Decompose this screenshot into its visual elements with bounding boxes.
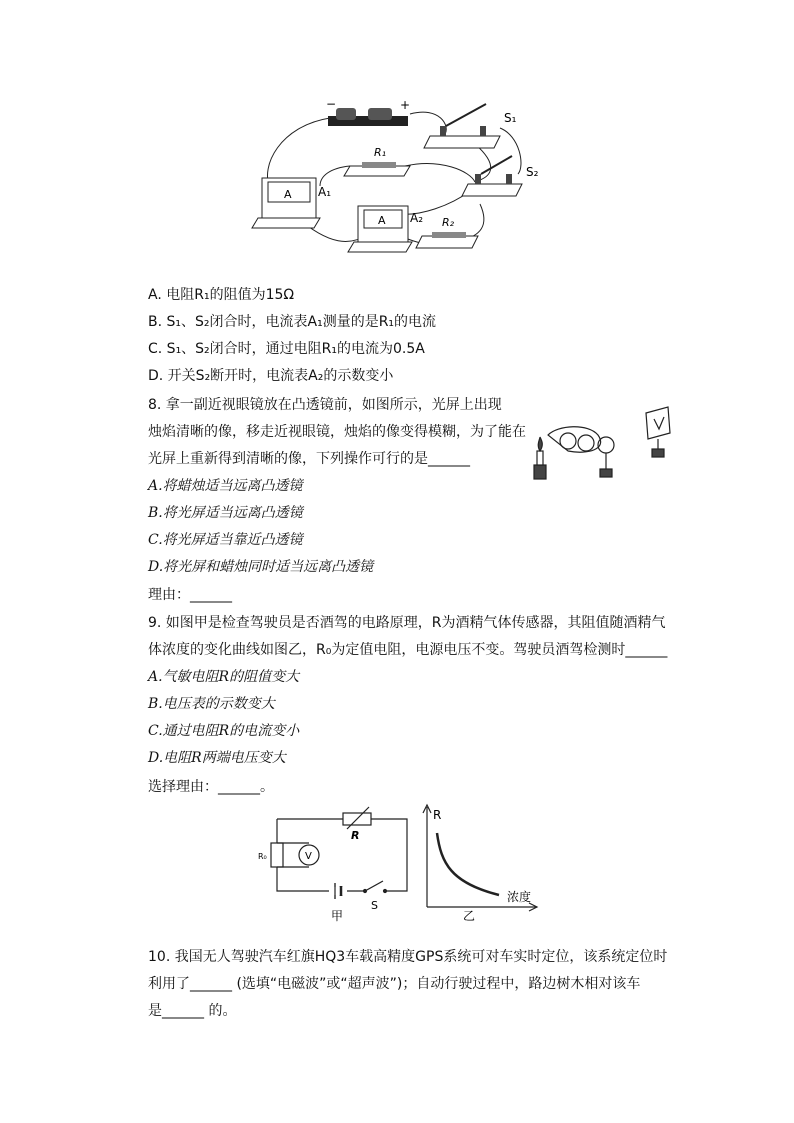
label-r0: R₀ xyxy=(258,852,267,861)
resistor-r0 xyxy=(271,843,283,867)
resistor-r1 xyxy=(344,146,410,176)
r-concentration-curve xyxy=(437,833,499,895)
circuit-figure xyxy=(250,96,550,256)
label-r2: R₂ xyxy=(442,216,455,229)
q8-option-b: B.将光屏适当远离凸透镜 xyxy=(148,505,303,521)
label-a2: A₂ xyxy=(410,211,424,225)
graph-y-label: R xyxy=(433,808,442,822)
q9-option-c: C.通过电阻R的电流变小 xyxy=(148,723,300,739)
label-s: S xyxy=(371,899,378,912)
q8-option-c: C.将光屏适当靠近凸透镜 xyxy=(148,532,303,548)
svg-text:A: A xyxy=(378,214,386,227)
label-r1: R₁ xyxy=(374,146,387,159)
q8-reason: 理由：______ xyxy=(148,587,232,603)
graph-x-label: 浓度 xyxy=(507,890,532,904)
ammeter-a1 xyxy=(252,178,331,228)
label-yi: 乙 xyxy=(463,909,476,923)
ammeter-a2 xyxy=(348,206,423,252)
q9-option-a: A.气敏电阻R的阻值变大 xyxy=(148,669,300,685)
q7-option-b: B. S₁、S₂闭合时，电流表A₁测量的是R₁的电流 xyxy=(148,314,437,330)
resistor-r2 xyxy=(416,216,478,248)
q8-option-d: D.将光屏和蜡烛同时适当远离凸透镜 xyxy=(148,559,374,575)
q7-option-d: D. 开关S₂断开时，电流表A₂的示数变小 xyxy=(148,368,394,384)
label-s2: S₂ xyxy=(526,165,539,179)
q8-stem-line-2: 烛焰清晰的像，移走近视眼镜，烛焰的像变得模糊，为了能在 xyxy=(148,424,526,440)
svg-text:A: A xyxy=(284,188,292,201)
q10-line-1: 10. 我国无人驾驶汽车红旗HQ3车载高精度GPS系统可对车实时定位，该系统定位时 xyxy=(148,949,668,965)
switch-s1 xyxy=(424,104,517,148)
label-jia: 甲 xyxy=(331,909,344,923)
candle-icon xyxy=(537,451,543,465)
q10-line-2: 利用了______ (选填“电磁波”或“超声波”)；自动行驶过程中，路边树木相对该车 xyxy=(148,976,641,992)
battery-plus: + xyxy=(400,98,411,112)
q8-stem-line-1: 8. 拿一副近视眼镜放在凸透镜前，如图所示，光屏上出现 xyxy=(148,397,502,413)
battery-minus: − xyxy=(326,97,337,111)
label-a1: A₁ xyxy=(318,185,332,199)
q8-option-a: A.将蜡烛适当远离凸透镜 xyxy=(148,478,303,494)
q10-line-3: 是______ 的。 xyxy=(148,1003,237,1019)
light-screen-icon xyxy=(646,407,670,439)
switch-s2 xyxy=(462,156,539,196)
q9-stem-line-1: 9. 如图甲是检查驾驶员是否酒驾的电路原理，R为酒精气体传感器，其阻值随酒精气 xyxy=(148,615,666,631)
q7-option-a: A. 电阻R₁的阻值为15Ω xyxy=(148,287,295,303)
label-s1: S₁ xyxy=(504,111,517,125)
battery xyxy=(326,97,410,126)
q9-option-d: D.电阻R两端电压变大 xyxy=(148,750,286,766)
label-v: V xyxy=(305,851,312,862)
candle-base-icon xyxy=(534,465,546,479)
q7-option-c: C. S₁、S₂闭合时，通过电阻R₁的电流为0.5A xyxy=(148,341,425,357)
q9-reason: 选择理由：______。 xyxy=(148,779,274,795)
lens-figure xyxy=(528,405,678,485)
label-r: R xyxy=(351,829,360,842)
q9-option-b: B.电压表的示数变大 xyxy=(148,696,275,712)
q9-figure xyxy=(255,803,545,923)
q8-stem-line-3: 光屏上重新得到清晰的像，下列操作可行的是______ xyxy=(148,451,470,467)
q9-stem-line-2: 体浓度的变化曲线如图乙，R₀为定值电阻，电源电压不变。驾驶员酒驾检测时______ xyxy=(148,642,668,658)
